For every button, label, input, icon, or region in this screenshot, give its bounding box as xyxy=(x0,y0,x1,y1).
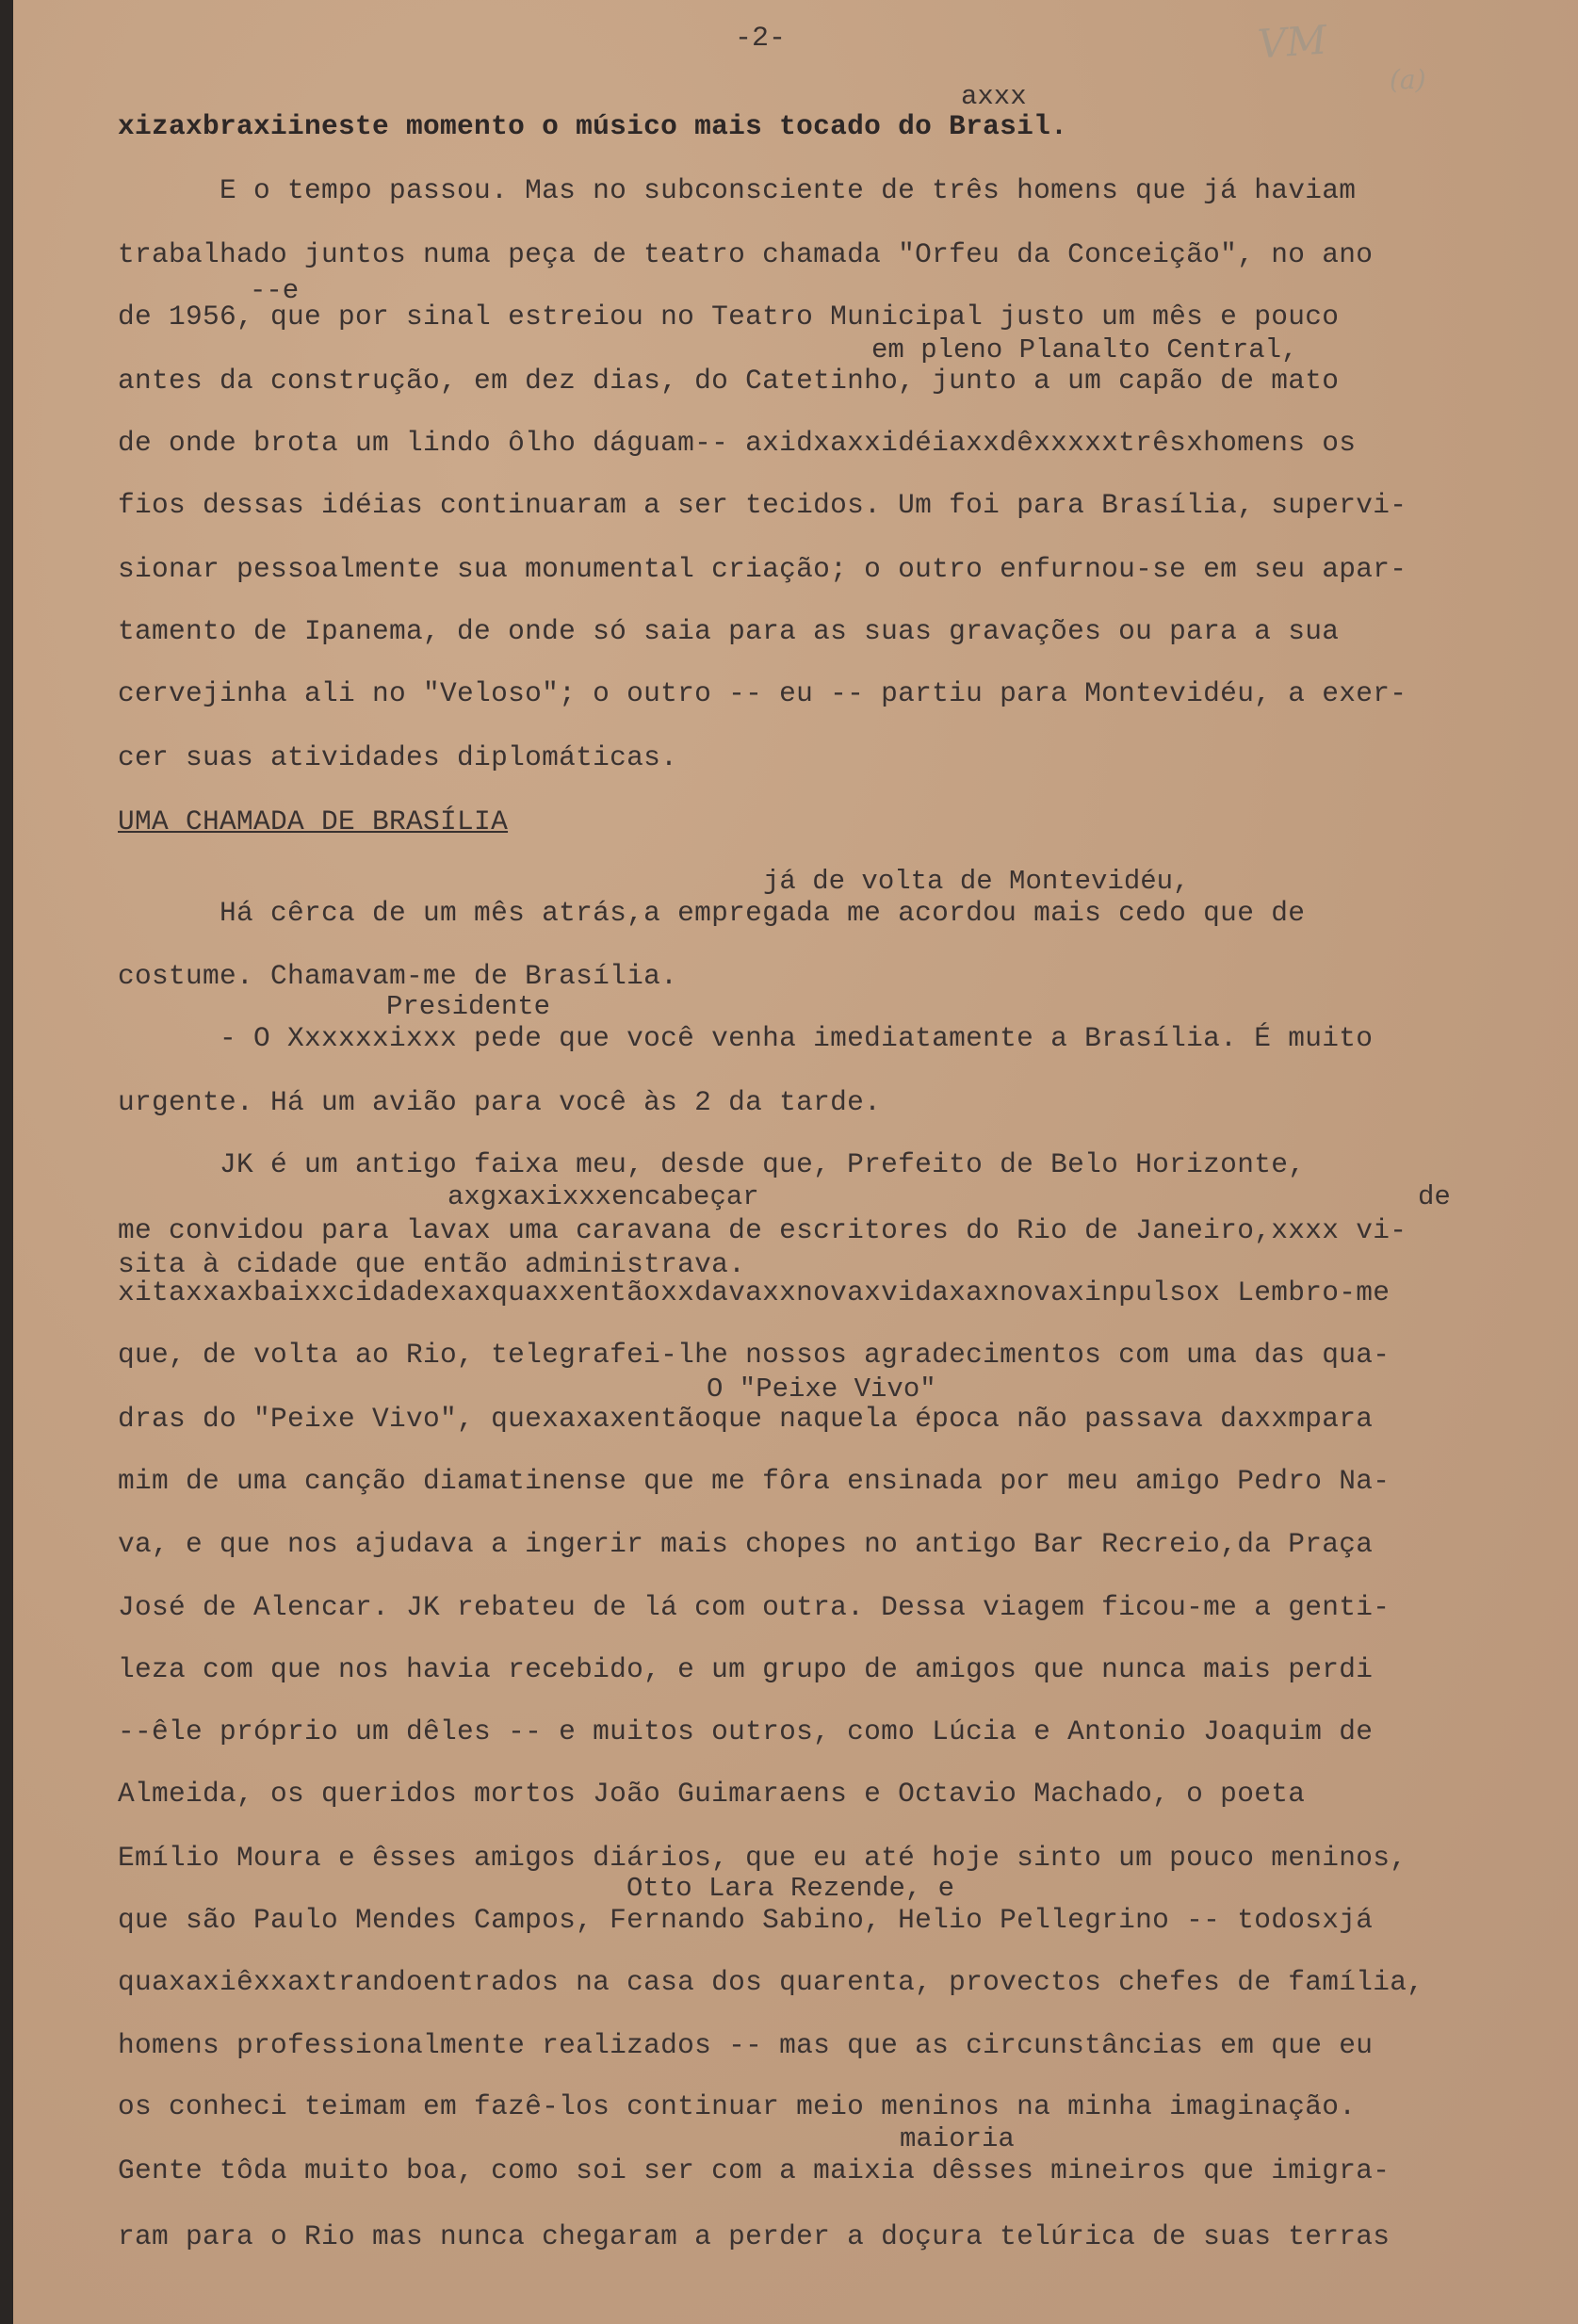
handwritten-annotation: VM xyxy=(1256,16,1328,68)
text-line: tamento de Ipanema, de onde só saia para as suas gravações ou para a sua xyxy=(118,615,1340,647)
text-line: os conheci teimam em fazê-los continuar meio meninos na minha imaginação. xyxy=(118,2090,1357,2122)
interlinear-insert: de xyxy=(1418,1181,1451,1212)
interlinear-insert: maioria xyxy=(900,2123,1015,2154)
interlinear-insert: axxx xyxy=(961,81,1027,112)
scan-edge xyxy=(0,0,13,2324)
text-line: UMA CHAMADA DE BRASÍLIA xyxy=(118,805,509,837)
handwritten-annotation-2: (a) xyxy=(1390,64,1426,95)
text-line: homens professionalmente realizados -- mas que as circunstâncias em que eu xyxy=(118,2029,1374,2061)
text-line: - O Xxxxxxixxx pede que você venha imediatamente a Brasília. É muito xyxy=(118,1022,1374,1054)
interlinear-insert: em pleno Planalto Central, xyxy=(871,334,1298,366)
text-line: ram para o Rio mas nunca chegaram a perder a doçura telúrica de suas terras xyxy=(118,2220,1391,2252)
text-line: sionar pessoalmente sua monumental criação; o outro enfurnou-se em seu apar- xyxy=(118,553,1407,585)
text-line: cervejinha ali no "Veloso"; o outro -- eu -- partiu para Montevidéu, a exer- xyxy=(118,677,1407,709)
text-line: xitaxxaxbaixxcidadexaxquaxxentãoxxdavaxxnovaxvidaxaxnovaxinpulsox Lembro-me xyxy=(118,1276,1391,1308)
text-line: leza com que nos havia recebido, e um grupo de amigos que nunca mais perdi xyxy=(118,1653,1374,1685)
text-line: que são Paulo Mendes Campos, Fernando Sabino, Helio Pellegrino -- todosxjá xyxy=(118,1904,1374,1936)
text-line: Há cêrca de um mês atrás,a empregada me acordou mais cedo que de xyxy=(118,897,1306,929)
text-line: va, e que nos ajudava a ingerir mais chopes no antigo Bar Recreio,da Praça xyxy=(118,1528,1374,1560)
text-line: --êle próprio um dêles -- e muitos outros, como Lúcia e Antonio Joaquim de xyxy=(118,1715,1374,1747)
text-line: cer suas atividades diplomáticas. xyxy=(118,741,678,773)
interlinear-insert: Otto Lara Rezende, e xyxy=(626,1873,955,1904)
text-line: dras do "Peixe Vivo", quexaxaxentãoque naquela época não passava daxxmpara xyxy=(118,1403,1374,1435)
text-line: Gente tôda muito boa, como soi ser com a maixia dêsses mineiros que imigra- xyxy=(118,2154,1391,2186)
text-line: de onde brota um lindo ôlho dáguam-- axidxaxxidéiaxxdêxxxxxtrêsxhomens os xyxy=(118,427,1357,459)
text-line: que, de volta ao Rio, telegrafei-lhe nossos agradecimentos com uma das qua- xyxy=(118,1339,1391,1371)
text-line: Emílio Moura e êsses amigos diários, que eu até hoje sinto um pouco meninos, xyxy=(118,1842,1407,1874)
interlinear-insert: --e xyxy=(250,275,300,306)
text-line: antes da construção, em dez dias, do Catetinho, junto a um capão de mato xyxy=(118,365,1340,397)
text-line: sita à cidade que então administrava. xyxy=(118,1248,746,1280)
text-line: quaxaxiêxxaxtrandoentrados na casa dos quarenta, provectos chefes de família, xyxy=(118,1966,1424,1998)
text-line: fios dessas idéias continuaram a ser tecidos. Um foi para Brasília, supervi- xyxy=(118,489,1407,521)
text-line: mim de uma canção diamatinense que me fôra ensinada por meu amigo Pedro Na- xyxy=(118,1465,1391,1497)
text-line: José de Alencar. JK rebateu de lá com outra. Dessa viagem ficou-me a genti- xyxy=(118,1591,1391,1623)
text-line: urgente. Há um avião para você às 2 da tarde. xyxy=(118,1086,882,1118)
page-number: -2- xyxy=(735,23,787,55)
text-line: trabalhado juntos numa peça de teatro chamada "Orfeu da Conceição", no ano xyxy=(118,238,1374,270)
text-line: xizaxbraxiineste momento o músico mais tocado do Brasil. xyxy=(118,110,1068,142)
interlinear-insert: Presidente xyxy=(386,991,551,1022)
text-line: me convidou para lavax uma caravana de escritores do Rio de Janeiro,xxxx vi- xyxy=(118,1214,1407,1246)
interlinear-insert: O "Peixe Vivo" xyxy=(707,1373,936,1405)
interlinear-insert: já de volta de Montevidéu, xyxy=(763,866,1190,897)
text-line: JK é um antigo faixa meu, desde que, Prefeito de Belo Horizonte, xyxy=(118,1148,1306,1180)
interlinear-insert: axgxaxixxxencabeçar xyxy=(447,1181,759,1212)
text-line: de 1956, que por sinal estreiou no Teatro Municipal justo um mês e pouco xyxy=(118,301,1340,333)
text-line: costume. Chamavam-me de Brasília. xyxy=(118,960,678,992)
text-line: E o tempo passou. Mas no subconsciente de três homens que já haviam xyxy=(118,174,1357,206)
text-line: Almeida, os queridos mortos João Guimaraens e Octavio Machado, o poeta xyxy=(118,1778,1306,1810)
